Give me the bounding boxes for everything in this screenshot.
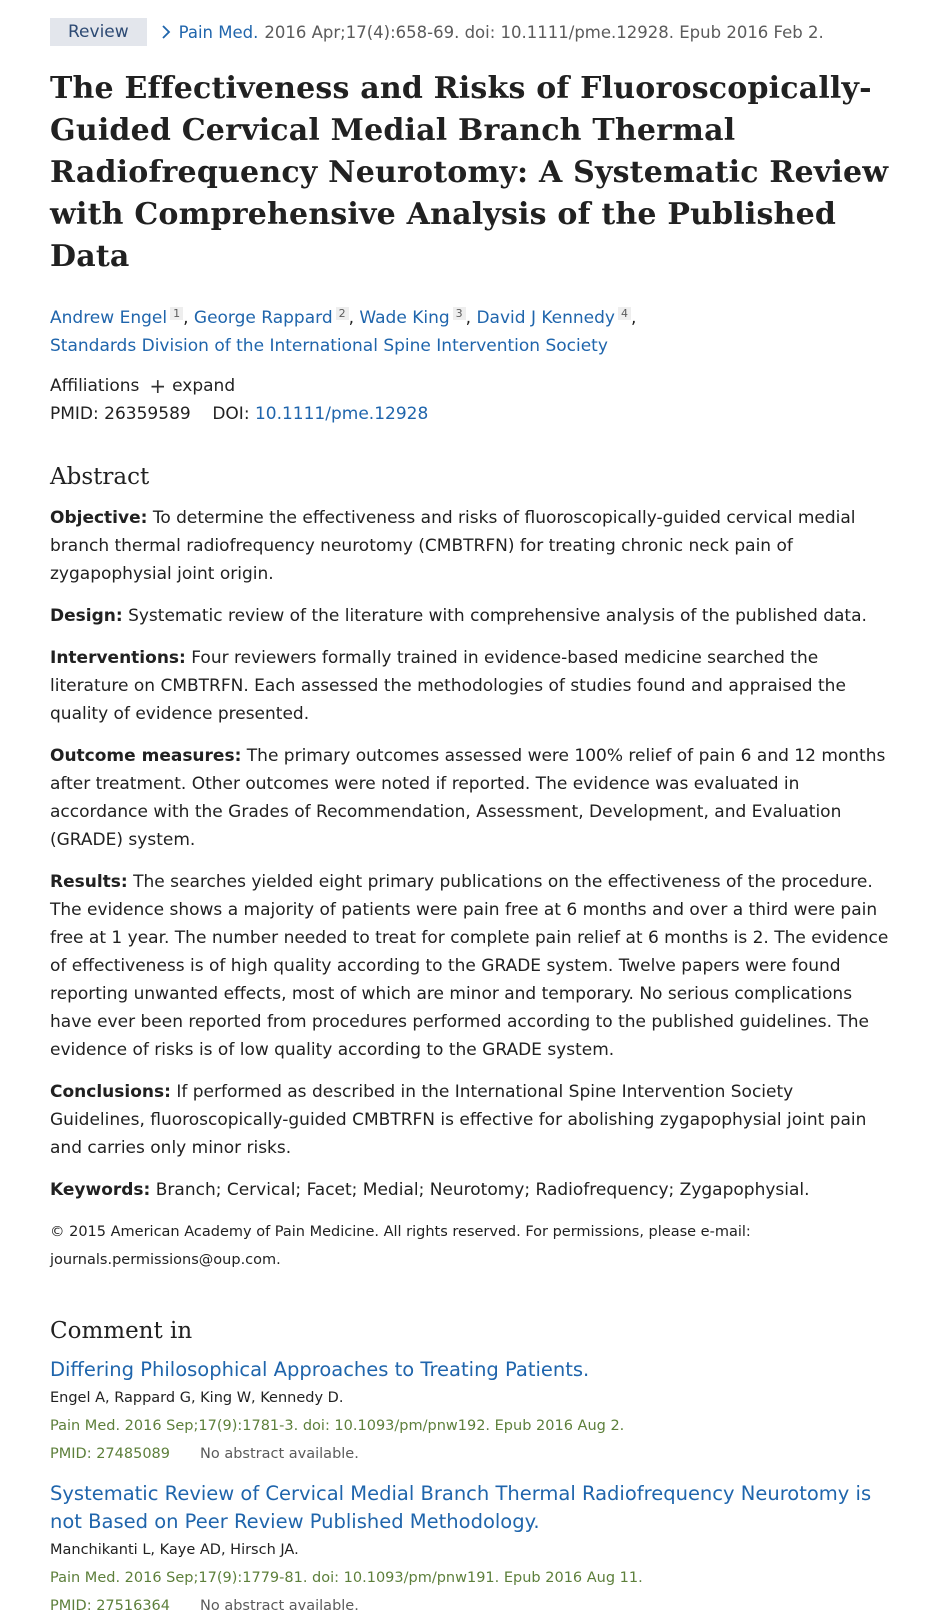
comment-title-link[interactable]: Systematic Review of Cervical Medial Branch Thermal Radiofrequency Neurotomy is not Based on Peer Review Published Methodology.	[50, 1482, 872, 1533]
copyright-notice: © 2015 American Academy of Pain Medicine. All rights reserved. For permissions, please e-mail: journals.permissions@oup.com.	[50, 1224, 751, 1268]
abstract-results: Results: The searches yielded eight primary publications on the effectiveness of the procedure. The evidence shows a majority of patients were pain free at 6 months and over a third were pain free at 1 year. The number needed to treat for complete pain relief at 6 months is 2. The evidence of effectiveness is of high quality according to the GRADE system. Twelve papers were found reporting unwanted effects, most of which are minor and temporary. No serious complications have ever been reported from procedures performed according to the published guidelines. The evidence of risks is of low quality according to the GRADE system.	[50, 872, 889, 1060]
affiliations-toggle[interactable]	[50, 374, 890, 398]
comment-citation: Pain Med. 2016 Sep;17(9):1781-3. doi: 10.1093/pm/pnw192. Epub 2016 Aug 2.	[50, 1418, 625, 1434]
comment-in-heading: Comment in	[50, 1318, 193, 1344]
comment-note: No abstract available.	[200, 1446, 359, 1462]
publication-type-badge: Review	[50, 18, 147, 46]
doi-label: DOI:	[212, 404, 250, 424]
abstract-heading: Abstract	[50, 464, 150, 490]
abstract-interventions: Interventions: Four reviewers formally trained in evidence-based medicine searched the literature on CMBTRFN. Each assessed the methodologies of studies found and appraised the quality of evidence presented.	[50, 648, 846, 724]
article-page	[50, 16, 890, 1620]
pmid-value: 26359589	[104, 404, 191, 424]
affiliation-ref[interactable]: 4	[618, 307, 631, 320]
comment-meta	[50, 1592, 890, 1620]
affiliation-ref[interactable]: 1	[170, 307, 183, 320]
author-link[interactable]: Andrew Engel	[50, 308, 168, 328]
journal-citation: 2016 Apr;17(4):658-69. doi: 10.1111/pme.12928. Epub 2016 Feb 2.	[264, 22, 824, 42]
author-link[interactable]: George Rappard	[193, 308, 333, 328]
abstract-conclusions: Conclusions: If performed as described in the International Spine Intervention Society Guidelines, fluoroscopically-guided CMBTRFN is effective for abolishing zygapophysial joint pain and carries only minor risks.	[50, 1082, 867, 1158]
identifiers	[50, 404, 890, 424]
affiliation-ref[interactable]: 3	[453, 307, 466, 320]
comment-item	[50, 1480, 890, 1620]
affiliation-ref[interactable]: 2	[336, 307, 349, 320]
abstract-outcome-measures: Outcome measures: The primary outcomes assessed were 100% relief of pain 6 and 12 months after treatment. Other outcomes were noted if reported. The evidence was evaluated in accordance with the Grades of Recommendation, Assessment, Development, and Evaluation (GRADE) system.	[50, 746, 886, 850]
comment-pmid: PMID: 27516364	[50, 1598, 170, 1614]
comment-meta	[50, 1440, 890, 1468]
citation-bar	[50, 16, 890, 48]
authors-list: Andrew Engel $^1$ , George Rappard $^2$ , Wade King $^3$ , David J Kennedy $^4$ , Standards Division of the International Spine Intervention Society	[50, 307, 637, 356]
author-link[interactable]: Wade King	[359, 308, 450, 328]
collective-author-link[interactable]: Standards Division of the International Spine Intervention Society	[50, 336, 608, 356]
chevron-right-icon	[159, 24, 173, 40]
comment-citation: Pain Med. 2016 Sep;17(9):1779-81. doi: 10.1093/pm/pnw191. Epub 2016 Aug 11.	[50, 1570, 643, 1586]
plus-icon: +	[149, 374, 167, 398]
comment-item	[50, 1356, 890, 1468]
journal-link[interactable]: Pain Med.	[178, 22, 259, 42]
comment-pmid: PMID: 27485089	[50, 1446, 170, 1462]
comment-authors: Manchikanti L, Kaye AD, Hirsch JA.	[50, 1542, 299, 1558]
comment-authors: Engel A, Rappard G, King W, Kennedy D.	[50, 1390, 344, 1406]
affiliations-label: Affiliations	[50, 376, 140, 396]
comment-note: No abstract available.	[200, 1598, 359, 1614]
doi-link[interactable]: 10.1111/pme.12928	[254, 404, 429, 424]
expand-label: expand	[172, 376, 236, 396]
abstract-keywords: Keywords: Branch; Cervical; Facet; Medial; Neurotomy; Radiofrequency; Zygapophysial.	[50, 1180, 810, 1200]
abstract-objective: Objective: To determine the effectiveness and risks of fluoroscopically-guided cervical medial branch thermal radiofrequency neurotomy (CMBTRFN) for treating chronic neck pain of zygapophysial joint origin.	[50, 508, 856, 584]
comment-title-link[interactable]: Differing Philosophical Approaches to Treating Patients.	[50, 1358, 590, 1381]
article-title: The Effectiveness and Risks of Fluoroscopically-Guided Cervical Medial Branch Thermal Radiofrequency Neurotomy: A Systematic Review with Comprehensive Analysis of the Published Data	[50, 71, 889, 274]
abstract-design: Design: Systematic review of the literature with comprehensive analysis of the published data.	[50, 606, 867, 626]
pmid-label: PMID:	[50, 404, 99, 424]
author-link[interactable]: David J Kennedy	[476, 308, 615, 328]
